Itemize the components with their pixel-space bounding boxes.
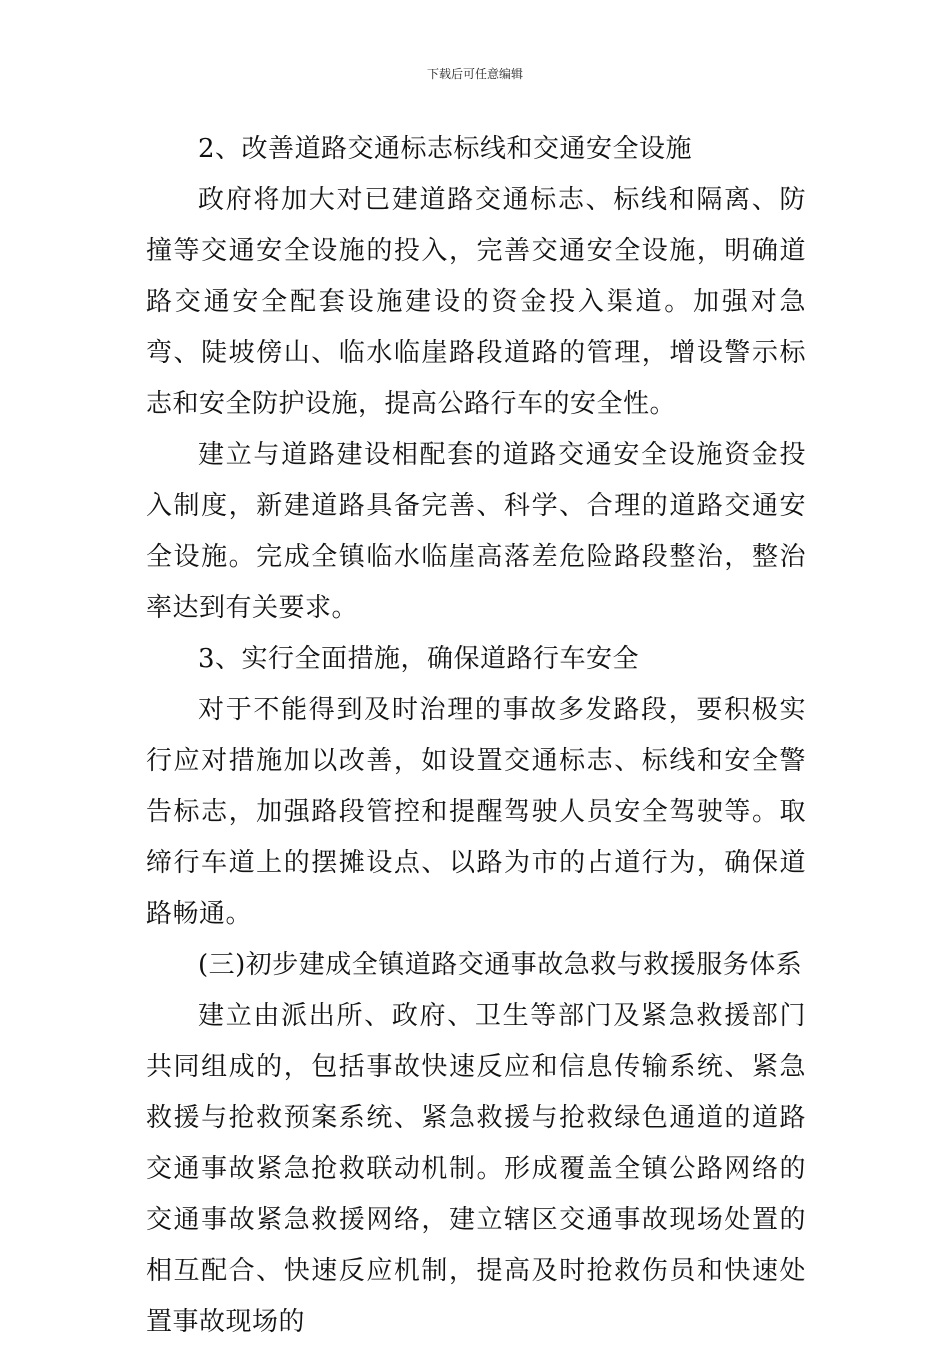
paragraph: 政府将加大对已建道路交通标志、标线和隔离、防撞等交通安全设施的投入，完善交通安全设施，明确道路交通安全配套设施建设的资金投入渠道。加强对急弯、陡坡傍山、临水临崖路段道路的管理，增设警示标志和安全防护设施，提高公路行车的安全性。 [146, 185, 806, 419]
paragraph: 对于不能得到及时治理的事故多发路段，要积极实行应对措施加以改善，如设置交通标志、标线和安全警告标志，加强路段管控和提醒驾驶人员安全驾驶等。取缔行车道上的摆摊设点、以路为市的占道行为，确保道路畅通。 [146, 695, 806, 929]
section-heading-3: (三)初步建成全镇道路交通事故急救与救援服务体系 [198, 950, 803, 980]
heading-item-3: 3、实行全面措施，确保道路行车安全 [198, 644, 640, 674]
paragraph: 建立与道路建设相配套的道路交通安全设施资金投入制度，新建道路具备完善、科学、合理的道路交通安全设施。完成全镇临水临崖高落差危险路段整治，整治率达到有关要求。 [146, 440, 806, 623]
heading-item-2: 2、改善道路交通标志标线和交通安全设施 [198, 134, 693, 164]
document-body [146, 124, 806, 1348]
paragraph: 建立由派出所、政府、卫生等部门及紧急救援部门共同组成的，包括事故快速反应和信息传输系统、紧急救援与抢救预案系统、紧急救援与抢救绿色通道的道路交通事故紧急抢救联动机制。形成覆盖全镇公路网络的交通事故紧急救援网络，建立辖区交通事故现场处置的相互配合、快速反应机制，提高及时抢救伤员和快速处置事故现场的 [146, 1001, 806, 1337]
page-header-note: 下载后可任意编辑 [426, 67, 523, 81]
